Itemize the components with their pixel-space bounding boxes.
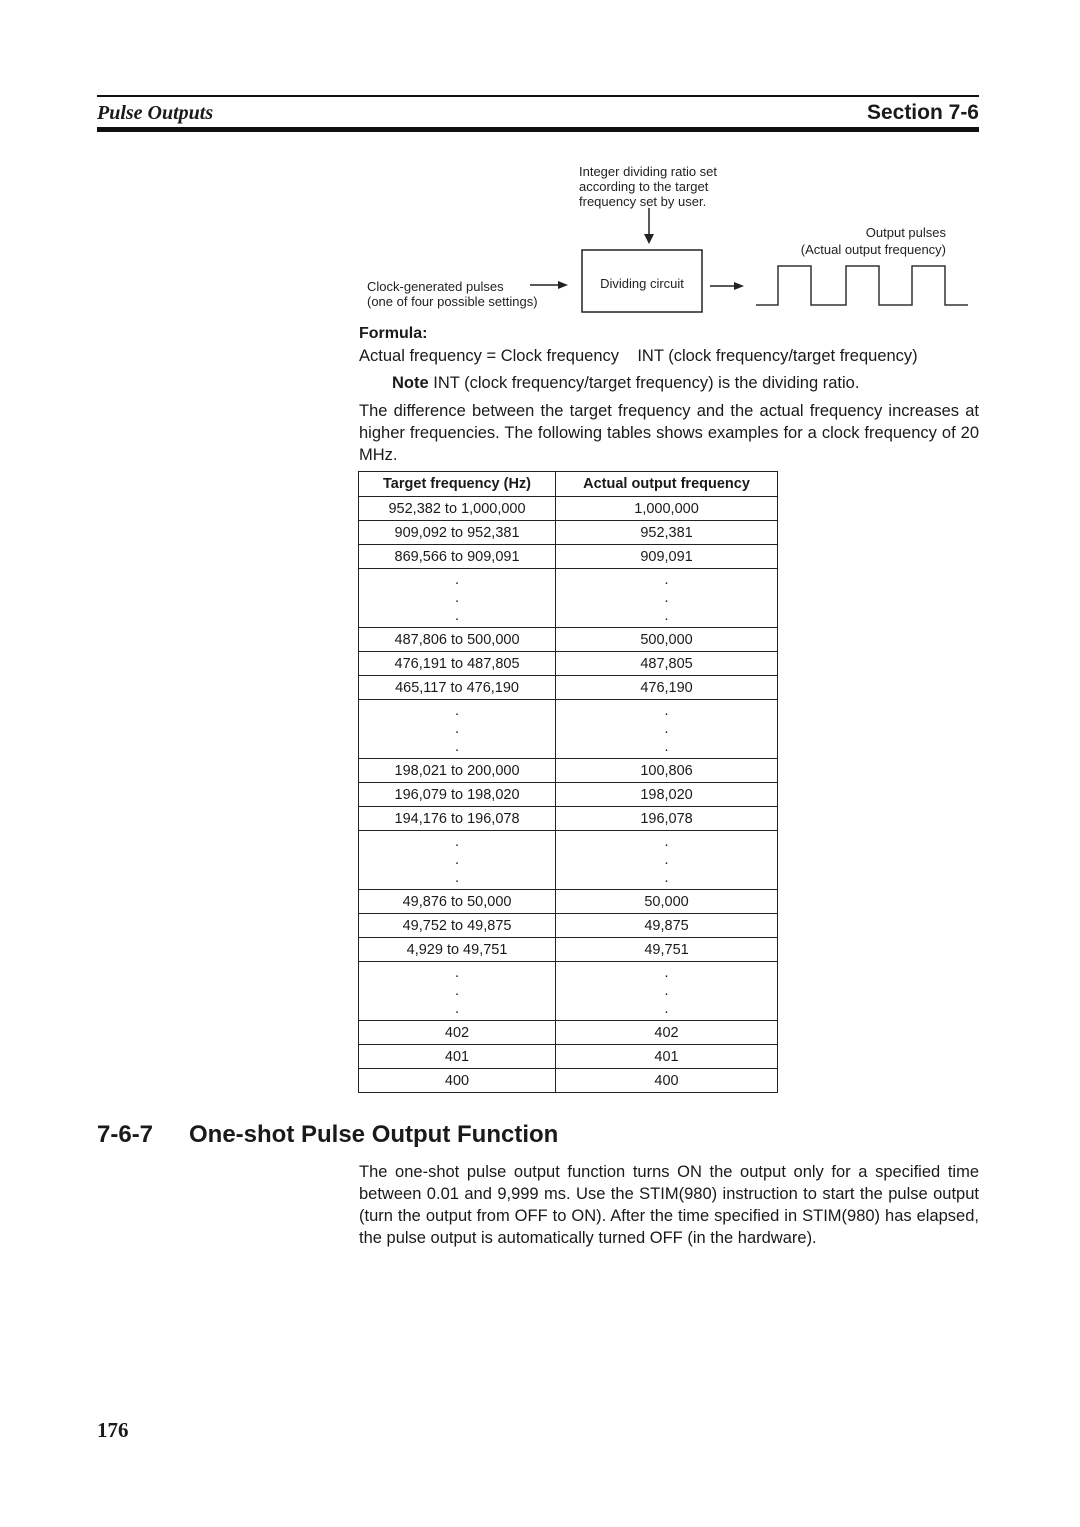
cell-target-frequency bbox=[359, 831, 556, 890]
formula-note bbox=[392, 374, 859, 393]
cell-actual-frequency bbox=[556, 700, 778, 759]
ratio-note-line: Integer dividing ratio set bbox=[579, 164, 718, 179]
dividing-circuit-label: Dividing circuit bbox=[600, 276, 684, 291]
cell-actual-frequency: 400 bbox=[556, 1069, 778, 1093]
cell-actual-frequency bbox=[556, 831, 778, 890]
note-label: Note bbox=[392, 374, 429, 392]
note-text: INT (clock frequency/target frequency) is the dividing ratio. bbox=[433, 374, 860, 392]
column-header-target: Target frequency (Hz) bbox=[359, 472, 556, 497]
cell-actual-frequency: 952,381 bbox=[556, 521, 778, 545]
cell-actual-frequency: 500,000 bbox=[556, 628, 778, 652]
clock-label-line: (one of four possible settings) bbox=[367, 294, 538, 309]
clock-pulses-label bbox=[367, 279, 538, 309]
table-row bbox=[359, 521, 778, 545]
cell-target-frequency: 476,191 to 487,805 bbox=[359, 652, 556, 676]
cell-target-frequency bbox=[359, 569, 556, 628]
table-row bbox=[359, 1021, 778, 1045]
clock-label-line: Clock-generated pulses bbox=[367, 279, 504, 294]
cell-actual-frequency: 1,000,000 bbox=[556, 497, 778, 521]
table-row bbox=[359, 628, 778, 652]
cell-target-frequency: 952,382 to 1,000,000 bbox=[359, 497, 556, 521]
section-heading bbox=[97, 1121, 558, 1149]
cell-actual-frequency: 476,190 bbox=[556, 676, 778, 700]
table-row bbox=[359, 914, 778, 938]
table-ellipsis-row bbox=[359, 962, 778, 1021]
cell-actual-frequency: 49,875 bbox=[556, 914, 778, 938]
cell-actual-frequency: 49,751 bbox=[556, 938, 778, 962]
vertical-ellipsis: . . . bbox=[664, 572, 669, 624]
cell-target-frequency: 196,079 to 198,020 bbox=[359, 783, 556, 807]
cell-actual-frequency: 909,091 bbox=[556, 545, 778, 569]
cell-target-frequency: 869,566 to 909,091 bbox=[359, 545, 556, 569]
ratio-note-line: according to the target bbox=[579, 179, 709, 194]
page-number: 176 bbox=[97, 1418, 129, 1442]
table-row bbox=[359, 676, 778, 700]
formula-label: Formula: bbox=[359, 325, 428, 342]
table-row bbox=[359, 652, 778, 676]
cell-target-frequency: 402 bbox=[359, 1021, 556, 1045]
vertical-ellipsis: . . . bbox=[664, 965, 669, 1017]
cell-target-frequency: 194,176 to 196,078 bbox=[359, 807, 556, 831]
output-label-line: Output pulses bbox=[865, 225, 946, 240]
cell-target-frequency bbox=[359, 700, 556, 759]
table-ellipsis-row bbox=[359, 700, 778, 759]
table-row bbox=[359, 497, 778, 521]
table-row bbox=[359, 807, 778, 831]
table-row bbox=[359, 545, 778, 569]
running-header-title: Pulse Outputs bbox=[97, 102, 214, 124]
cell-actual-frequency bbox=[556, 569, 778, 628]
table-ellipsis-row bbox=[359, 831, 778, 890]
cell-target-frequency: 4,929 to 49,751 bbox=[359, 938, 556, 962]
table-body bbox=[359, 497, 778, 1093]
vertical-ellipsis: . . . bbox=[455, 703, 460, 755]
cell-actual-frequency bbox=[556, 962, 778, 1021]
cell-target-frequency: 465,117 to 476,190 bbox=[359, 676, 556, 700]
table-row bbox=[359, 890, 778, 914]
table-row bbox=[359, 1069, 778, 1093]
output-arrow-head bbox=[734, 282, 744, 290]
table-row bbox=[359, 783, 778, 807]
input-arrow-head bbox=[558, 281, 568, 289]
output-pulses-label bbox=[778, 224, 946, 241]
vertical-ellipsis: . . . bbox=[455, 834, 460, 886]
dividing-circuit-diagram bbox=[360, 160, 980, 320]
cell-target-frequency: 49,876 to 50,000 bbox=[359, 890, 556, 914]
ratio-note-line: frequency set by user. bbox=[579, 194, 707, 209]
output-label-line: (Actual output frequency) bbox=[800, 242, 946, 257]
cell-actual-frequency: 402 bbox=[556, 1021, 778, 1045]
output-frequency-label bbox=[740, 241, 946, 258]
cell-target-frequency: 198,021 to 200,000 bbox=[359, 759, 556, 783]
cell-actual-frequency: 100,806 bbox=[556, 759, 778, 783]
cell-actual-frequency: 50,000 bbox=[556, 890, 778, 914]
cell-target-frequency: 487,806 to 500,000 bbox=[359, 628, 556, 652]
section-title: One-shot Pulse Output Function bbox=[189, 1121, 559, 1148]
table-row bbox=[359, 1045, 778, 1069]
section-paragraph: The one-shot pulse output function turns ON the output only for a specified time between 0.01 and 9,999 ms. Use the STIM(980) instruction to start the pulse output (turn the output from OFF to ON). After the time specified in STIM(980) has elapsed, the pulse output is automatically turned OFF (in the hardware). bbox=[359, 1163, 979, 1247]
intro-paragraph: The difference between the target frequency and the actual frequency increases at higher frequencies. The following tables shows examples for a clock frequency of 20 MHz. bbox=[359, 402, 979, 464]
running-header-section: Section 7-6 bbox=[866, 101, 979, 124]
section-number: 7-6-7 bbox=[97, 1121, 154, 1148]
vertical-ellipsis: . . . bbox=[664, 703, 669, 755]
cell-target-frequency: 401 bbox=[359, 1045, 556, 1069]
header-rule-bottom bbox=[97, 127, 979, 132]
cell-actual-frequency: 487,805 bbox=[556, 652, 778, 676]
vertical-ellipsis: . . . bbox=[455, 572, 460, 624]
cell-actual-frequency: 198,020 bbox=[556, 783, 778, 807]
frequency-table bbox=[358, 471, 778, 1093]
table-row bbox=[359, 759, 778, 783]
cell-actual-frequency: 196,078 bbox=[556, 807, 778, 831]
ratio-note bbox=[579, 164, 717, 209]
cell-actual-frequency: 401 bbox=[556, 1045, 778, 1069]
cell-target-frequency: 400 bbox=[359, 1069, 556, 1093]
cell-target-frequency bbox=[359, 962, 556, 1021]
cell-target-frequency: 909,092 to 952,381 bbox=[359, 521, 556, 545]
vertical-ellipsis: . . . bbox=[455, 965, 460, 1017]
cell-target-frequency: 49,752 to 49,875 bbox=[359, 914, 556, 938]
formula-text: Actual frequency = Clock frequency INT (clock frequency/target frequency) bbox=[359, 347, 918, 365]
table-header-row bbox=[359, 472, 778, 497]
table-row bbox=[359, 938, 778, 962]
table-ellipsis-row bbox=[359, 569, 778, 628]
ratio-arrow-head bbox=[644, 234, 654, 244]
header-rule-top bbox=[97, 95, 979, 97]
vertical-ellipsis: . . . bbox=[664, 834, 669, 886]
output-pulse-waveform bbox=[756, 266, 968, 305]
column-header-actual: Actual output frequency bbox=[556, 472, 778, 497]
